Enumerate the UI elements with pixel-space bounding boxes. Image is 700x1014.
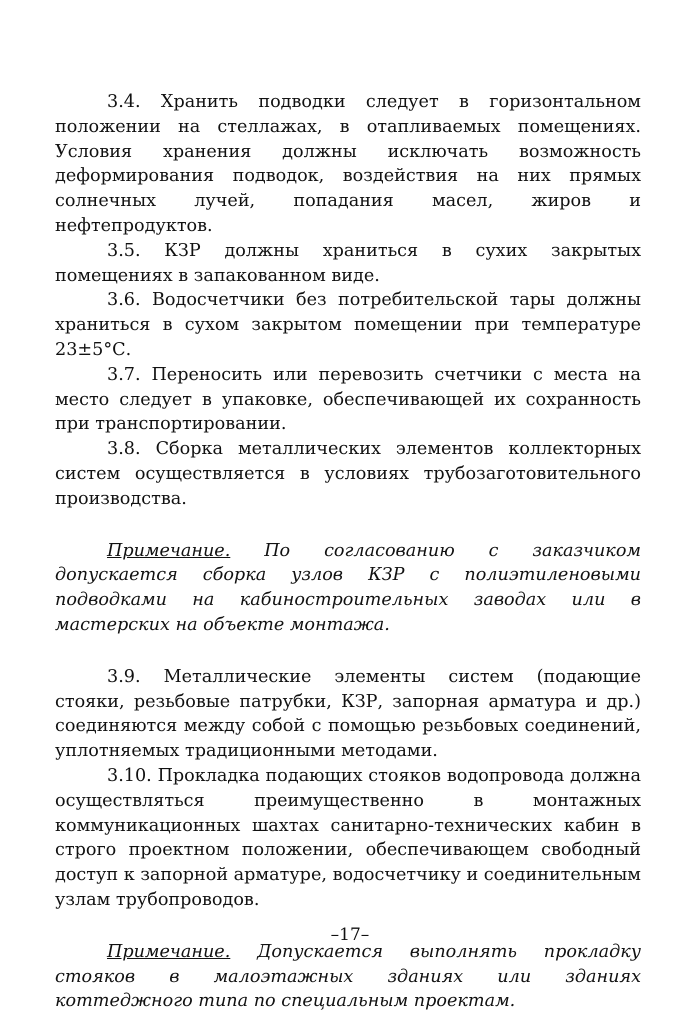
- paragraph-3-5: 3.5. КЗР должны храниться в сухих закрытых помещениях в запакованном виде.: [55, 240, 641, 286]
- note-1-text: По согласованию с заказчиком допускается сборка узлов КЗР с полиэтиленовыми подводками на кабиностроительных заводах или в мастерских на объекте монтажа.: [55, 540, 641, 635]
- paragraph-3-9: 3.9. Металлические элементы систем (подающие стояки, резьбовые патрубки, КЗР, запорная арматура и др.) соединяются между собой с помощью резьбовых соединений, уплотняемых традиционными методами.: [55, 666, 641, 762]
- paragraph-3-6: 3.6. Водосчетчики без потребительской тары должны храниться в сухом закрытом помещении при температуре 23±5°С.: [55, 290, 641, 360]
- paragraph-3-8: 3.8. Сборка металлических элементов коллекторных систем осуществляется в условиях трубозаготовительного производства.: [55, 439, 641, 509]
- paragraph-3-7: 3.7. Переносить или перевозить счетчики с места на место следует в упаковке, обеспечивающей их сохранность при транспортировании.: [55, 364, 641, 435]
- spacer: [55, 512, 641, 539]
- note-2-text: Допускается выполнять прокладку стояков в малоэтажных зданиях или зданиях коттеджного типа по специальным проектам.: [55, 941, 641, 1012]
- spacer: [55, 638, 641, 665]
- note-1-label: Примечание.: [107, 540, 231, 561]
- note-2-label: Примечание.: [107, 941, 231, 962]
- paragraph-3-4: 3.4. Хранить подводки следует в горизонтальном положении на стеллажах, в отапливаемых помещениях. Условия хранения должны исключать возможность деформирования подводок, воздействия на них прямых солнечных лучей, попадания масел, жиров и нефтепродуктов.: [55, 92, 641, 236]
- note-2: [55, 940, 641, 1014]
- note-1: [55, 539, 641, 638]
- paragraph-3-10: 3.10. Прокладка подающих стояков водопровода должна осуществляться преимущественно в монтажных коммуникационных шахтах санитарно-технических кабин в строго проектном положении, обеспечивающем свободный доступ к запорной арматуре, водосчетчику и соединительным узлам трубопроводов.: [55, 765, 641, 910]
- page-number: –17–: [330, 925, 370, 945]
- page-content: [55, 90, 641, 1014]
